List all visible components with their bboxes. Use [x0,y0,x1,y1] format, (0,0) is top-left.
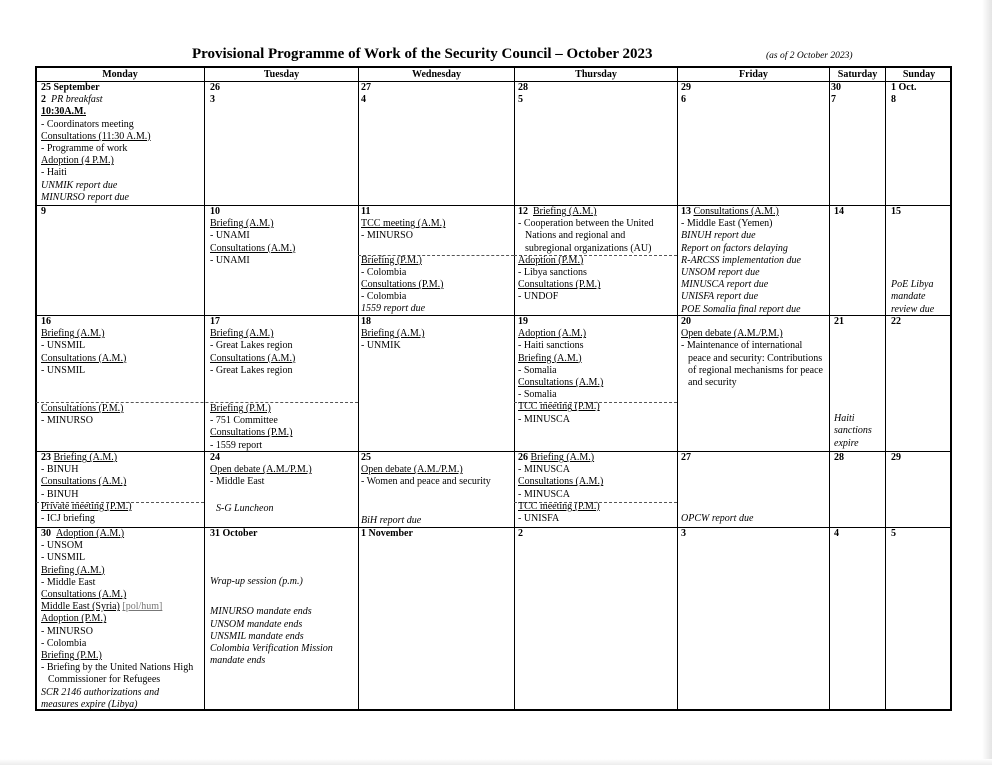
cell-friday-w5 [681,528,686,540]
agenda-item-cont: Nations and regional and [525,230,626,242]
agenda-item: - UNMIK [361,340,401,352]
header-tuesday: Tuesday [263,69,300,80]
meeting-type: Consultations (A.M.) [518,377,604,389]
day-number: 23 [41,452,51,463]
as-of-date: (as of 2 October 2023) [766,51,853,61]
report-due: BiH report due [361,514,422,526]
mandate-note: PoE Libya [891,279,934,291]
agenda-item-cont: peace and security: Contributions [688,352,823,364]
meeting-type: Briefing (A.M.) [361,328,425,340]
event-note: S-G Luncheon [216,502,274,514]
meeting-type: Adoption (P.M.) [41,613,107,625]
meeting-type: Consultations (A.M.) [693,206,779,217]
agenda-item: - UNDOF [518,291,559,303]
page-edge-shadow [982,0,992,765]
cell-tuesday-w1 [210,82,220,106]
report-due: OPCW report due [681,513,754,525]
report-due: BINUH report due [681,230,756,242]
agenda-item: - Great Lakes region [210,340,293,352]
day-number: 30 [831,82,841,93]
cell-monday-w4 [41,452,132,525]
day-number: 12 [518,206,528,217]
header-divider [35,81,952,82]
meeting-type: TCC meeting (P.M.) [518,401,600,413]
meeting-type: Open debate (A.M./P.M.) [361,464,463,476]
meeting-type: Consultations (A.M.) [41,476,127,488]
meeting-type: Briefing (A.M.) [41,564,105,576]
day-number: 22 [891,316,901,327]
day-number: 2 [518,528,523,539]
day-number: 3 [210,94,215,106]
agenda-item: - Colombia [361,266,407,278]
agenda-item: - MINURSO [41,415,93,427]
agenda-item: - Somalia [518,389,557,401]
agenda-item: - 1559 report [210,439,263,451]
cell-sunday-w1 [891,82,917,106]
day-number: 30 [41,528,51,539]
agenda-item: - Middle East [41,576,96,588]
day-number: 8 [891,94,896,106]
agenda-item: - Coordinators meeting [41,118,134,130]
day-number: 1 Oct. [891,82,917,93]
cell-saturday-w1 [831,82,841,106]
meeting-type: Open debate (A.M./P.M.) [210,464,312,476]
meeting-type: Briefing (P.M.) [361,254,422,266]
day-number: 25 September [41,82,100,93]
meeting-type: Briefing (A.M.) [210,218,274,230]
agenda-item: - Somalia [518,364,557,376]
cell-monday-w3 [41,316,126,427]
cell-sunday-w2 [891,206,934,316]
meeting-type: Consultations (A.M.) [518,476,604,488]
cell-friday-w2 [681,206,801,316]
agenda-item: - UNSMIL [41,552,86,564]
day-number: 25 [361,452,371,463]
mandate-note: mandate ends [210,655,266,667]
agenda-item: - Libya sanctions [518,267,587,279]
agenda-item-cont: Commissioner for Refugees [48,674,161,686]
day-number: 26 [518,452,528,463]
agenda-item: - Haiti [41,167,67,179]
page-title: Provisional Programme of Work of the Security Council – October 2023 [192,46,653,62]
cell-tuesday-w2 [210,206,295,267]
day-number: 2 [41,94,46,106]
day-number: 26 [210,82,220,93]
agenda-item: - Great Lakes region [210,364,293,376]
day-number: 27 [681,452,691,463]
day-number: 21 [834,316,844,327]
header-sunday: Sunday [902,69,936,80]
event-note: PR breakfast [51,94,103,106]
mandate-note: Haiti [834,413,855,425]
day-number: 5 [518,94,523,106]
meeting-type: Adoption (4 P.M.) [41,155,114,167]
col-divider [204,66,205,711]
cell-tuesday-w3 [210,316,295,452]
cell-tuesday-w5 [210,528,333,667]
pol-hum-tag: [pol/hum] [122,601,163,613]
col-divider [885,66,886,711]
cell-thursday-w5 [518,528,523,540]
meeting-type: Consultations (A.M.) [210,242,296,254]
day-number: 4 [361,94,366,106]
meeting-type: Briefing (A.M.) [530,452,595,463]
agenda-item: - MINUSCA [518,488,570,500]
agenda-item: - UNSMIL [41,364,86,376]
meeting-type: Briefing (A.M.) [533,206,597,217]
day-number: 17 [210,316,220,327]
mandate-note: mandate [891,291,926,303]
agenda-item: - UNSOM [41,540,83,552]
col-divider [677,66,678,711]
cell-friday-w4 [681,452,753,525]
report-due: POE Somalia final report due [681,303,801,315]
day-number: 29 [681,82,691,93]
mandate-note: measures expire (Libya) [41,698,138,710]
mandate-note: SCR 2146 authorizations and [41,686,160,698]
cell-tuesday-w4 [210,452,312,515]
header-friday: Friday [739,69,768,80]
event-note: Wrap-up session (p.m.) [210,576,303,588]
day-number: 15 [891,206,901,217]
day-number: 14 [834,206,844,217]
agenda-item: - UNISFA [518,513,560,525]
cell-wednesday-w2 [361,206,445,316]
day-number: 24 [210,452,220,463]
header-wednesday: Wednesday [412,69,461,80]
day-number: 28 [518,82,528,93]
report-due: UNISFA report due [681,291,759,303]
day-number: 3 [681,528,686,539]
day-number: 7 [831,94,836,106]
meeting-type: Briefing (P.M.) [41,650,102,662]
meeting-type: TCC meeting (A.M.) [361,218,446,230]
cell-monday-w2 [41,206,46,218]
cell-thursday-w1 [518,82,528,106]
meeting-type: TCC meeting (P.M.) [518,500,600,512]
agenda-item-cont: subregional organizations (AU) [525,242,652,254]
cell-saturday-w2 [834,206,844,218]
meeting-type: Consultations (P.M.) [210,427,293,439]
meeting-type: Consultations (11:30 A.M.) [41,130,151,142]
day-number: 10 [210,206,220,217]
cell-wednesday-w3 [361,316,425,353]
day-number: 18 [361,316,371,327]
cell-thursday-w3 [518,316,603,426]
cell-sunday-w3 [891,316,901,328]
agenda-item: - MINUSCA [518,413,570,425]
agenda-item: - Women and peace and security [361,476,491,488]
meeting-type: Adoption (P.M.) [518,254,584,266]
agenda-item: - UNSMIL [41,340,86,352]
cell-wednesday-w4 [361,452,491,527]
cell-thursday-w2 [518,206,654,304]
agenda-item: - Briefing by the United Nations High [41,662,194,674]
agenda-item: - MINURSO [41,625,93,637]
meeting-type: Consultations (A.M.) [41,352,127,364]
agenda-item-cont: and security [688,377,737,389]
meeting-type: Consultations (P.M.) [518,279,601,291]
day-number: 6 [681,94,686,106]
cell-saturday-w5 [834,528,839,540]
meeting-type: Consultations (A.M.) [210,352,296,364]
agenda-item-cont: of regional mechanisms for peace [688,364,823,376]
week-divider [35,205,952,206]
report-due: UNMIK report due [41,179,118,191]
cell-monday-w1 [41,82,151,204]
agenda-item: - BINUH [41,464,79,476]
day-number: 13 [681,206,691,217]
agenda-item: - UNAMI [210,230,250,242]
agenda-item: - Colombia [361,291,407,303]
meeting-type: Private meeting (P.M.) [41,500,132,512]
meeting-type: Briefing (P.M.) [210,403,271,415]
mandate-note: expire [834,437,859,449]
agenda-item: - ICJ briefing [41,513,95,525]
day-number: 9 [41,206,46,217]
meeting-type: Briefing (A.M.) [210,328,274,340]
cell-monday-w5 [41,528,193,711]
meeting-type: Open debate (A.M./P.M.) [681,328,783,340]
cell-saturday-w3 [834,316,872,450]
meeting-type: Briefing (A.M.) [518,352,582,364]
day-number: 20 [681,316,691,327]
day-number: 1 November [361,528,413,539]
report-due: 1559 report due [361,303,426,315]
day-number: 28 [834,452,844,463]
agenda-item: - Haiti sanctions [518,340,584,352]
agenda-item: - Cooperation between the United [518,218,654,230]
day-number: 29 [891,452,901,463]
mandate-note: sanctions [834,425,872,437]
agenda-item: - Middle East [210,476,265,488]
mandate-note: Colombia Verification Mission [210,643,333,655]
agenda-item: - MINURSO [361,230,413,242]
day-number: 27 [361,82,371,93]
meeting-type: Consultations (A.M.) [41,589,127,601]
cell-wednesday-w1 [361,82,371,106]
cell-sunday-w4 [891,452,901,464]
page-bottom-shadow [0,759,992,765]
report-due: Report on factors delaying [681,242,788,254]
col-divider [514,66,515,711]
header-saturday: Saturday [837,69,878,80]
meeting-type: Briefing (A.M.) [41,328,105,340]
day-number: 19 [518,316,528,327]
agenda-item: - Maintenance of international [681,340,803,352]
day-number: 4 [834,528,839,539]
meeting-type: Consultations (P.M.) [361,279,444,291]
meeting-type: Consultations (P.M.) [41,403,124,415]
day-number: 16 [41,316,51,327]
meeting-type: Briefing (A.M.) [53,452,118,463]
agenda-item: - UNAMI [210,254,250,266]
cell-friday-w3 [681,316,823,389]
mandate-note: UNSOM mandate ends [210,618,303,630]
day-number: 11 [361,206,371,217]
agenda-item: - Colombia [41,637,87,649]
meeting-time: 10:30A.M. [41,106,86,118]
day-number: 31 October [210,528,258,539]
report-due: UNSOM report due [681,267,760,279]
mandate-note: review due [891,303,935,315]
cell-friday-w1 [681,82,691,106]
cell-sunday-w5 [891,528,896,540]
agenda-item: - Programme of work [41,143,128,155]
cell-wednesday-w5 [361,528,413,540]
meeting-type: Adoption (A.M.) [56,528,125,539]
agenda-item: - 751 Committee [210,415,278,427]
agenda-item: - MINUSCA [518,464,570,476]
mandate-note: UNSMIL mandate ends [210,630,304,642]
meeting-type: Adoption (A.M.) [518,328,587,340]
col-divider [829,66,830,711]
agenda-item: - Middle East (Yemen) [681,218,773,230]
day-number: 5 [891,528,896,539]
report-due: R-ARCSS implementation due [681,254,801,266]
header-monday: Monday [102,69,138,80]
col-divider [358,66,359,711]
report-due: MINUSCA report due [681,279,769,291]
agenda-item: - BINUH [41,488,79,500]
cell-thursday-w4 [518,452,603,525]
report-due: MINURSO report due [41,191,129,203]
week-divider [35,451,952,452]
cell-saturday-w4 [834,452,844,464]
mandate-note: MINURSO mandate ends [210,606,312,618]
header-thursday: Thursday [575,69,617,80]
agenda-item: Middle East (Syria) [41,601,120,613]
